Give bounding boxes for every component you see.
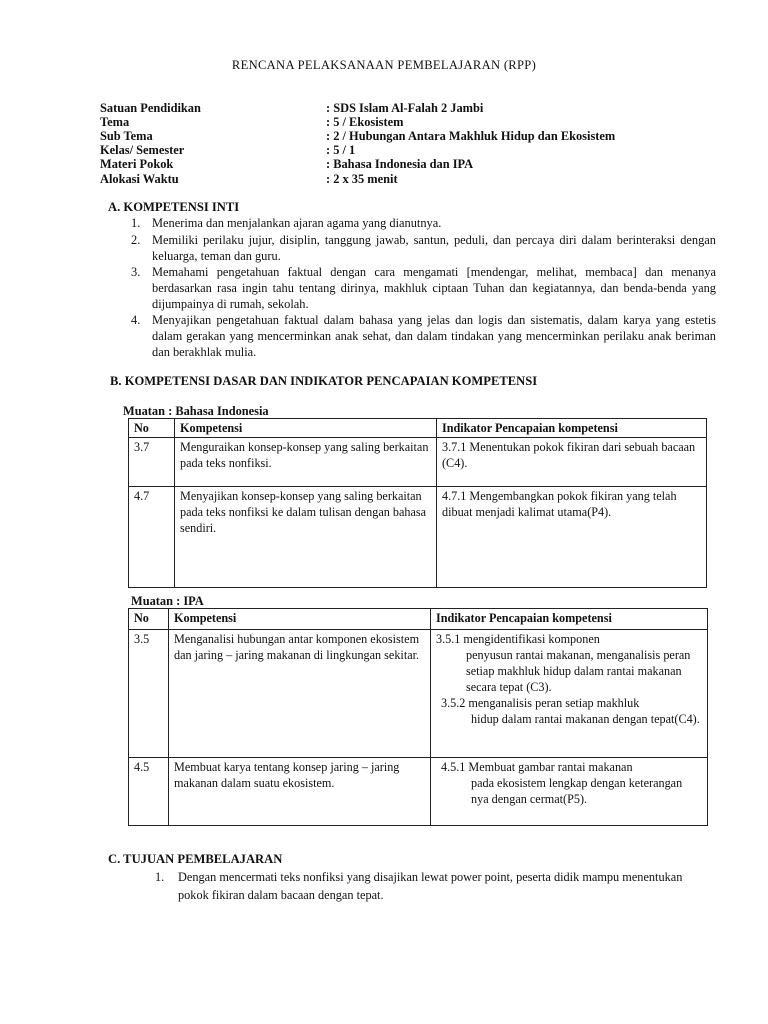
identity-value: : 2 x 35 menit <box>326 172 398 186</box>
cell-indikator <box>431 630 708 758</box>
table-header-row <box>129 609 708 630</box>
cell-no: 3.7 <box>129 438 175 487</box>
muatan-ipa-label: Muatan : IPA <box>131 594 204 608</box>
ki-number: 3. <box>131 265 141 279</box>
cell-no: 3.5 <box>129 630 169 758</box>
identity-label: Tema <box>100 115 130 129</box>
indikator-head: 3.5.1 mengidentifikasi komponen <box>436 632 600 646</box>
tujuan-item <box>155 868 715 904</box>
table-header-row <box>129 419 707 438</box>
identity-value: : SDS Islam Al-Falah 2 Jambi <box>326 101 484 115</box>
identity-value: : 5 / 1 <box>326 143 356 157</box>
identity-label: Sub Tema <box>100 129 153 143</box>
cell-no: 4.7 <box>129 487 175 588</box>
muatan-bahasa-indonesia-label: Muatan : Bahasa Indonesia <box>123 404 269 418</box>
indikator-item <box>436 695 702 727</box>
table-row <box>129 487 707 588</box>
cell-indikator <box>431 758 708 826</box>
ki-number: 4. <box>131 313 141 327</box>
indikator-item <box>436 759 702 807</box>
cell-kompetensi: Menyajikan konsep-konsep yang saling berkaitan pada teks nonfiksi ke dalam tulisan dengan bahasa sendiri. <box>175 487 437 588</box>
ki-item <box>131 232 716 264</box>
ki-item <box>131 215 716 231</box>
table-row <box>129 758 708 826</box>
cell-kompetensi: Menguraikan konsep-konsep yang saling berkaitan pada teks nonfiksi. <box>175 438 437 487</box>
identity-value: : 2 / Hubungan Antara Makhluk Hidup dan Ekosistem <box>326 129 616 143</box>
header-no: No <box>129 609 169 630</box>
cell-kompetensi: Membuat karya tentang konsep jaring – jaring makanan dalam suatu ekosistem. <box>169 758 431 826</box>
table-row <box>129 630 708 758</box>
document-title: RENCANA PELAKSANAAN PEMBELAJARAN (RPP) <box>231 58 537 72</box>
cell-indikator: 4.7.1 Mengembangkan pokok fikiran yang telah dibuat menjadi kalimat utama(P4). <box>437 487 707 588</box>
cell-no: 4.5 <box>129 758 169 826</box>
ki-item <box>131 312 716 360</box>
ki-number: 2. <box>131 233 141 247</box>
identity-label: Satuan Pendidikan <box>100 101 201 115</box>
header-kompetensi: Kompetensi <box>175 419 437 438</box>
section-c-heading: C. TUJUAN PEMBELAJARAN <box>108 852 283 866</box>
ki-item <box>131 264 716 312</box>
header-indikator: Indikator Pencapaian kompetensi <box>437 419 707 438</box>
header-no: No <box>129 419 175 438</box>
indikator-head: 3.5.2 menganalisis peran setiap makhluk <box>441 696 640 710</box>
tujuan-number: 1. <box>155 870 165 884</box>
section-b-heading: B. KOMPETENSI DASAR DAN INDIKATOR PENCAPAIAN KOMPETENSI <box>110 374 538 388</box>
ki-text: Menyajikan pengetahuan faktual dalam bahasa yang jelas dan logis dan sistematis, dalam karya yang estetis dalam gerakan yang mencerminkan anak sehat, dan dalam tindakan yang mencerminkan perilaku anak beriman dan berakhlak mulia. <box>152 313 716 359</box>
cell-kompetensi: Menganalisi hubungan antar komponen ekosistem dan jaring – jaring makanan di lingkungan sekitar. <box>169 630 431 758</box>
ki-text: Memahami pengetahuan faktual dengan cara mengamati [mendengar, melihat, membaca] dan menanya berdasarkan rasa ingin tahu tentang dirinya, makhluk ciptaan Tuhan dan kegiatannya, dan benda-benda yang dijumpainya di rumah, sekolah. <box>152 265 716 311</box>
kd-table-ipa <box>128 608 708 826</box>
identity-label: Alokasi Waktu <box>100 172 179 186</box>
ki-text: Menerima dan menjalankan ajaran agama yang dianutnya. <box>152 216 442 230</box>
identity-label: Kelas/ Semester <box>100 143 185 157</box>
cell-indikator: 3.7.1 Menentukan pokok fikiran dari sebuah bacaan (C4). <box>437 438 707 487</box>
identity-value: : 5 / Ekosistem <box>326 115 404 129</box>
indikator-item <box>436 631 702 695</box>
indikator-rest: penyusun rantai makanan, menganalisis peran setiap makhluk hidup dalam rantai makanan secara tepat (C3). <box>466 648 691 694</box>
identity-value: : Bahasa Indonesia dan IPA <box>326 157 474 171</box>
indikator-head: 4.5.1 Membuat gambar rantai makanan <box>441 760 633 774</box>
ki-text: Memiliki perilaku jujur, disiplin, tanggung jawab, santun, peduli, dan percaya diri dalam berinteraksi dengan keluarga, teman dan guru. <box>152 233 716 263</box>
header-indikator: Indikator Pencapaian kompetensi <box>431 609 708 630</box>
section-a-heading: A. KOMPETENSI INTI <box>108 200 240 214</box>
header-kompetensi: Kompetensi <box>169 609 431 630</box>
tujuan-text: Dengan mencermati teks nonfiksi yang disajikan lewat power point, peserta didik mampu menentukan pokok fikiran dalam bacaan dengan tepat. <box>178 870 683 902</box>
identity-label: Materi Pokok <box>100 157 174 171</box>
table-row <box>129 438 707 487</box>
ki-number: 1. <box>131 216 141 230</box>
indikator-rest: pada ekosistem lengkap dengan keterangan nya dengan cermat(P5). <box>471 776 683 806</box>
indikator-rest: hidup dalam rantai makanan dengan tepat(C4). <box>471 712 700 726</box>
kd-table-bahasa-indonesia <box>128 418 707 588</box>
